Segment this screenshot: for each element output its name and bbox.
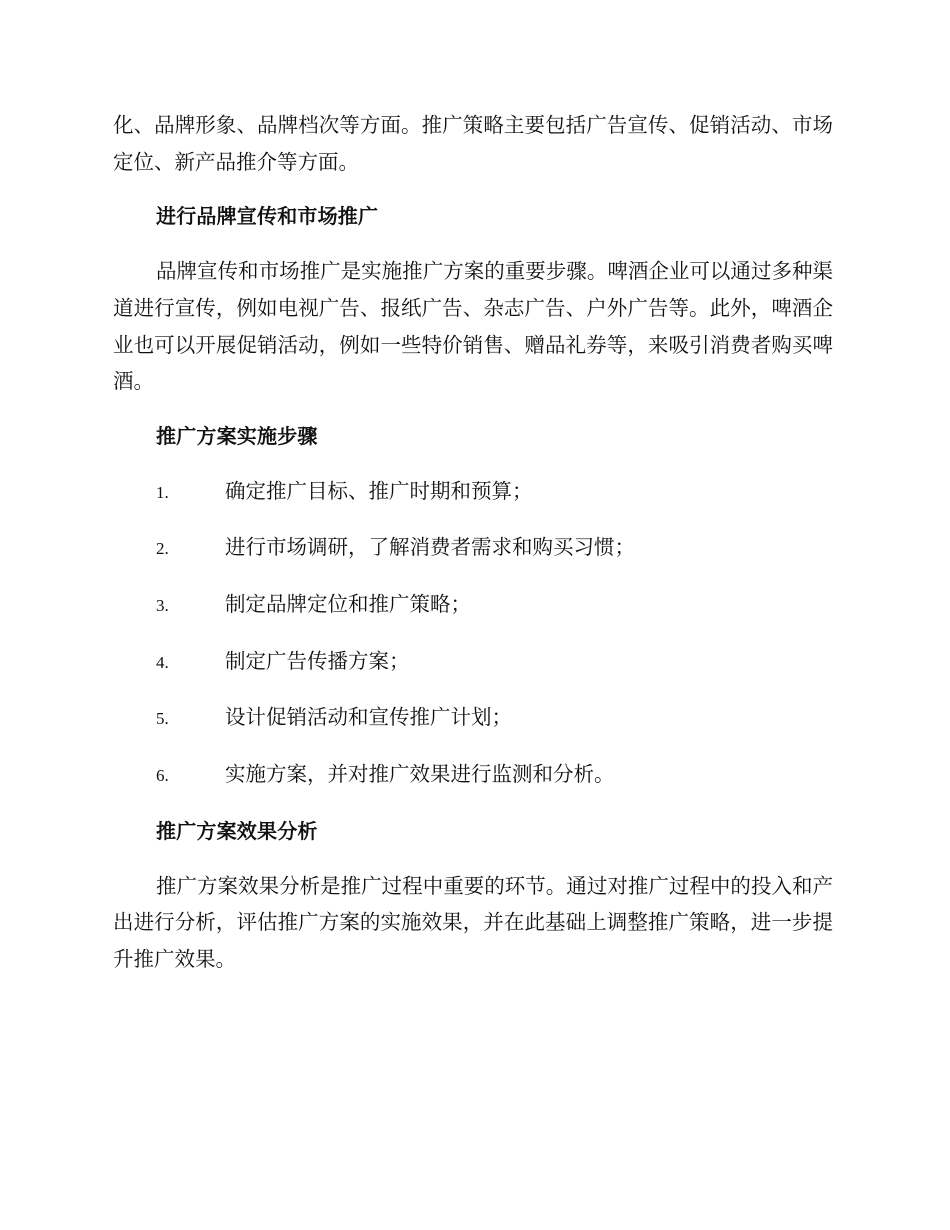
section-heading-implementation-steps: 推广方案实施步骤 bbox=[156, 423, 318, 448]
list-item bbox=[113, 643, 833, 682]
list-text: 确定推广目标、推广时期和预算； bbox=[225, 478, 533, 503]
list-text: 设计促销活动和宣传推广计划； bbox=[225, 705, 512, 730]
list-text: 制定广告传播方案； bbox=[225, 648, 410, 673]
list-number: 6. bbox=[156, 766, 169, 786]
brand-promotion-paragraph: 品牌宣传和市场推广是实施推广方案的重要步骤。啤酒企业可以通过多种渠道进行宣传，例如电视广告、报纸广告、杂志广告、户外广告等。此外，啤酒企业也可以开展促销活动，例如一些特价销售、赠品礼券等，来吸引消费者购买啤酒。 bbox=[113, 259, 833, 394]
continued-paragraph: 化、品牌形象、品牌档次等方面。推广策略主要包括广告宣传、促销活动、市场定位、新产品推介等方面。 bbox=[113, 113, 833, 174]
list-item bbox=[113, 529, 833, 568]
effect-analysis-paragraph: 推广方案效果分析是推广过程中重要的环节。通过对推广过程中的投入和产出进行分析，评估推广方案的实施效果，并在此基础上调整推广策略，进一步提升推广效果。 bbox=[113, 873, 833, 971]
list-text: 进行市场调研，了解消费者需求和购买习惯； bbox=[225, 535, 635, 560]
section-heading-brand-promotion: 进行品牌宣传和市场推广 bbox=[156, 204, 379, 229]
list-item bbox=[113, 756, 833, 795]
list-number: 4. bbox=[156, 652, 169, 672]
list-item bbox=[113, 699, 833, 738]
implementation-steps-list bbox=[113, 473, 833, 795]
document-body bbox=[113, 107, 833, 996]
list-text: 实施方案，并对推广效果进行监测和分析。 bbox=[225, 762, 615, 787]
list-number: 2. bbox=[156, 539, 169, 559]
list-number: 1. bbox=[156, 482, 169, 502]
list-item bbox=[113, 473, 833, 512]
list-number: 3. bbox=[156, 596, 169, 616]
section-heading-effect-analysis: 推广方案效果分析 bbox=[156, 818, 318, 843]
list-text: 制定品牌定位和推广策略； bbox=[225, 592, 471, 617]
list-item bbox=[113, 586, 833, 625]
list-number: 5. bbox=[156, 709, 169, 729]
